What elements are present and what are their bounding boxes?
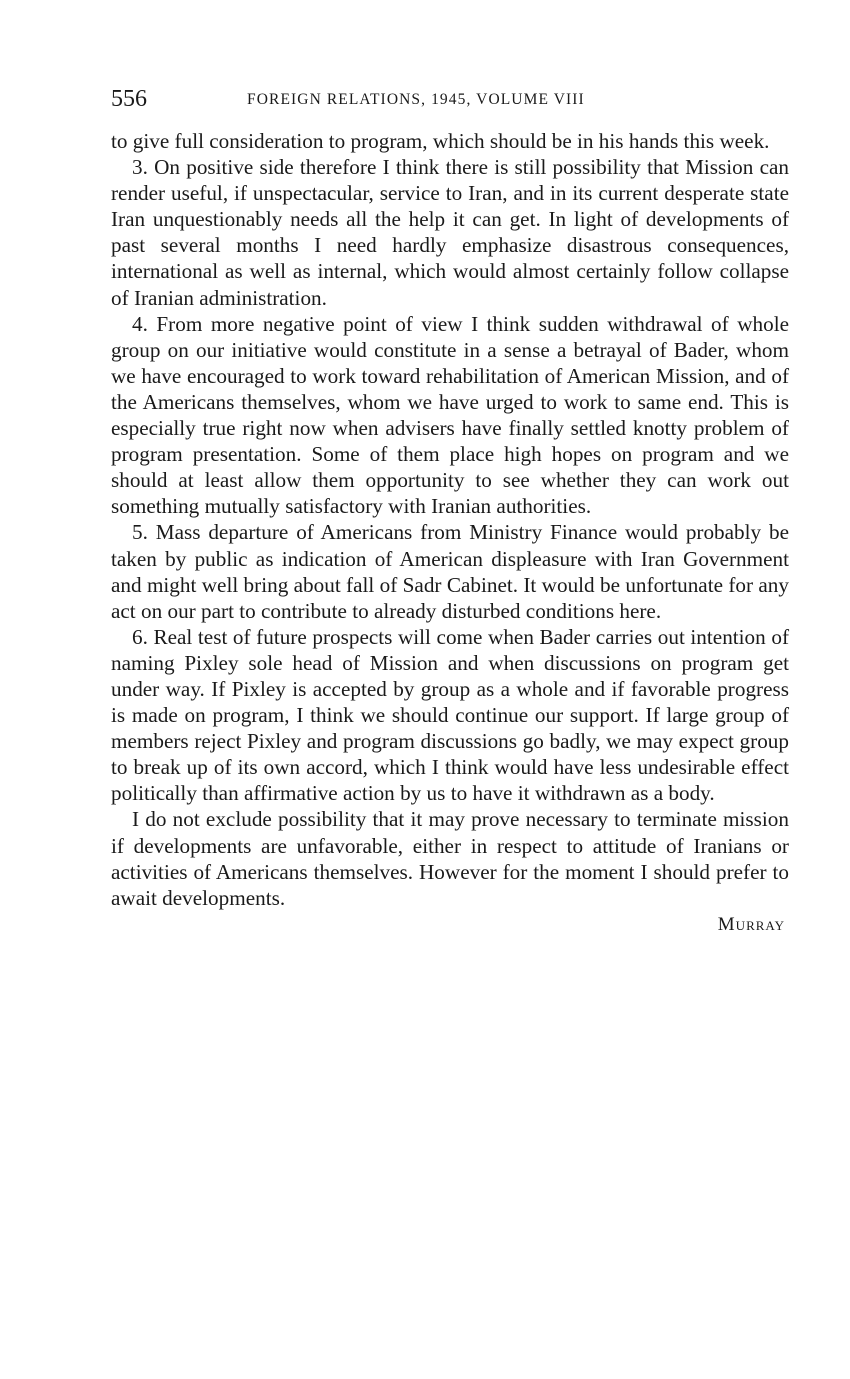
paragraph-4: 4. From more negative point of view I think sudden withdrawal of whole group on our initiative would constitute in a sense a betrayal of Bader, whom we have encouraged to work toward rehabilitation of American Mission, and of the Americans themselves, whom we have urged to work to same end. This is especially true right now when advisers have finally settled knotty problem of program presentation. Some of them place high hopes on program and we should at least allow them opportunity to see whether they can work out something mutually satisfactory with Iranian authorities. [111,311,789,519]
running-head: FOREIGN RELATIONS, 1945, VOLUME VIII [247,91,585,108]
paragraph-6: 6. Real test of future prospects will come when Bader carries out intention of naming Pixley sole head of Mission and when discussions on program get under way. If Pixley is accepted by group as a whole and if favorable progress is made on program, I think we should continue our support. If large group of members reject Pixley and program discussions go badly, we may expect group to break up of its own accord, which I think would have less undesirable effect politically than affirmative action by us to have it withdrawn as a body. [111,624,789,806]
paragraph-closing: I do not exclude possibility that it may prove necessary to terminate mission if developments are unfavorable, either in respect to attitude of Iranians or activities of Americans themselves. However for the moment I should prefer to await developments. [111,807,789,910]
page-number: 556 [111,86,147,112]
page-header [111,84,789,114]
paragraph-5: 5. Mass departure of Americans from Ministry Finance would probably be taken by public as indication of American displeasure with Iran Government and might well bring about fall of Sadr Cabinet. It would be unfortunate for any act on our part to contribute to already disturbed conditions here. [111,520,789,623]
paragraph-3: 3. On positive side therefore I think there is still possibility that Mission can render useful, if unspectacular, service to Iran, and in its current desperate state Iran unquestionably needs all the help it can get. In light of developments of past several months I need hardly emphasize disastrous consequences, international as well as internal, which would almost certainly follow collapse of Iranian administration. [111,155,789,310]
paragraph-continuation: to give full consideration to program, which should be in his hands this week. [111,129,770,153]
document-body [111,128,789,911]
document-page [111,84,789,938]
signature: Murray [717,913,785,935]
